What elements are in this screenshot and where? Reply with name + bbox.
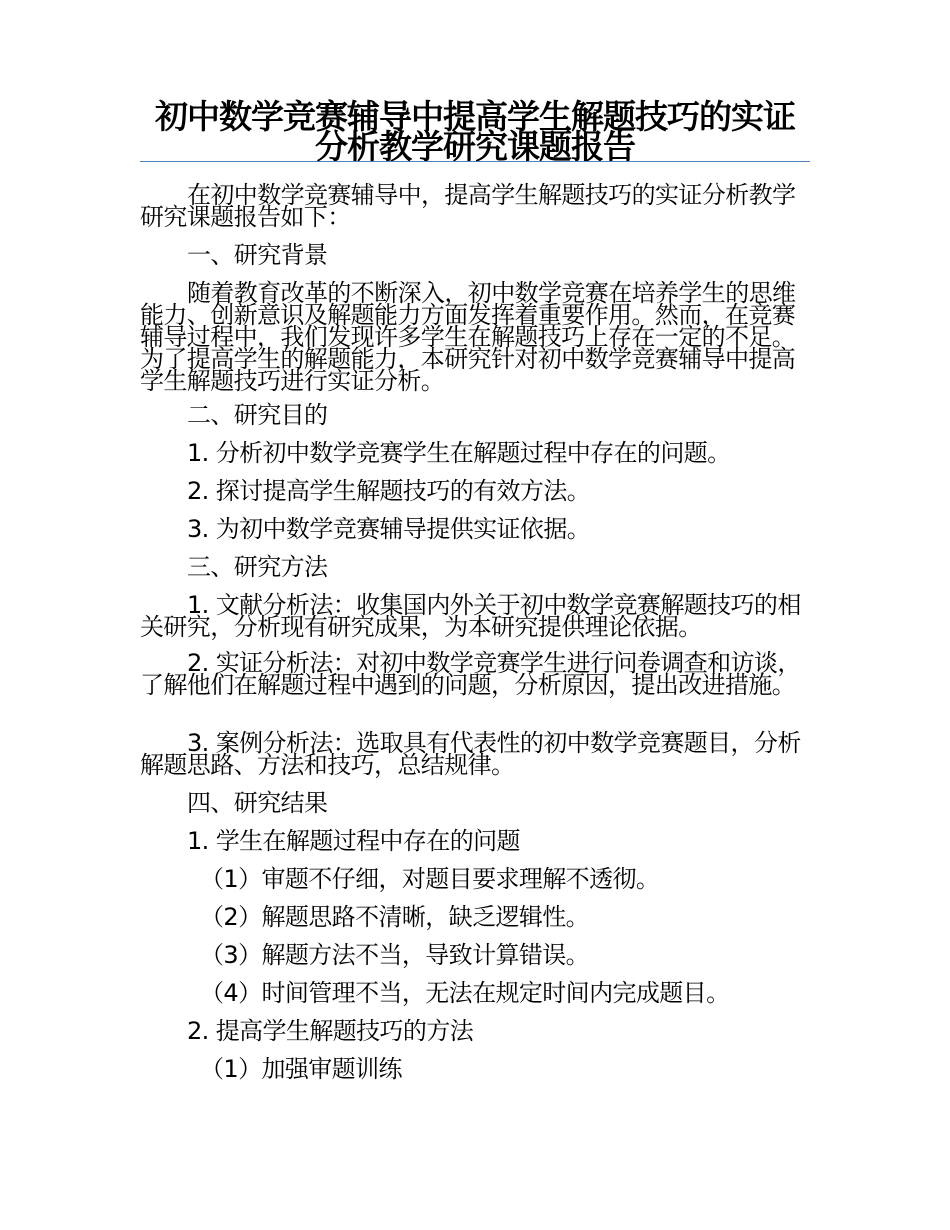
- heading-research-background: 一、研究背景: [187, 241, 328, 269]
- background-paragraph: 随着教育改革的不断深入，初中数学竞赛在培养学生的思维能力、创新意识及解题能力方面发挥着重要作用。然而，在竞赛辅导过程中，我们发现许多学生在解题技巧上存在一定的不足。为了提高学生的解题能力，本研究针对初中数学竞赛辅导中提高学生解题技巧进行实证分析。: [140, 279, 796, 395]
- document-title: 初中数学竞赛辅导中提高学生解题技巧的实证分析教学研究课题报告: [155, 97, 795, 166]
- purpose-item-2: 2. 探讨提高学生解题技巧的有效方法。: [187, 477, 591, 505]
- methods-item-1: 1. 文献分析法：收集国内外关于初中数学竞赛解题技巧的相关研究，分析现有研究成果，为本研究提供理论依据。: [140, 591, 801, 641]
- purpose-item-1: 1. 分析初中数学竞赛学生在解题过程中存在的问题。: [187, 439, 731, 467]
- method-item-1: （1）加强审题训练: [200, 1055, 402, 1083]
- title-underline: [140, 161, 810, 162]
- results-methods-heading: 2. 提高学生解题技巧的方法: [187, 1017, 474, 1045]
- purpose-item-3: 3. 为初中数学竞赛辅导提供实证依据。: [187, 515, 591, 543]
- heading-research-results: 四、研究结果: [187, 789, 328, 817]
- heading-research-methods: 三、研究方法: [187, 553, 328, 581]
- problem-item-1: （1）审题不仔细，对题目要求理解不透彻。: [200, 865, 660, 893]
- problem-item-2: （2）解题思路不清晰，缺乏逻辑性。: [200, 903, 590, 931]
- intro-paragraph: 在初中数学竞赛辅导中，提高学生解题技巧的实证分析教学研究课题报告如下：: [140, 181, 796, 231]
- methods-item-3: 3. 案例分析法：选取具有代表性的初中数学竞赛题目，分析解题思路、方法和技巧，总结规律。: [140, 729, 801, 779]
- methods-item-2: 2. 实证分析法：对初中数学竞赛学生进行问卷调查和访谈，了解他们在解题过程中遇到的问题，分析原因，提出改进措施。: [140, 649, 801, 699]
- heading-research-purpose: 二、研究目的: [187, 401, 328, 429]
- problem-item-4: （4）时间管理不当，无法在规定时间内完成题目。: [200, 979, 730, 1007]
- problem-item-3: （3）解题方法不当，导致计算错误。: [200, 941, 590, 969]
- results-problems-heading: 1. 学生在解题过程中存在的问题: [187, 827, 520, 855]
